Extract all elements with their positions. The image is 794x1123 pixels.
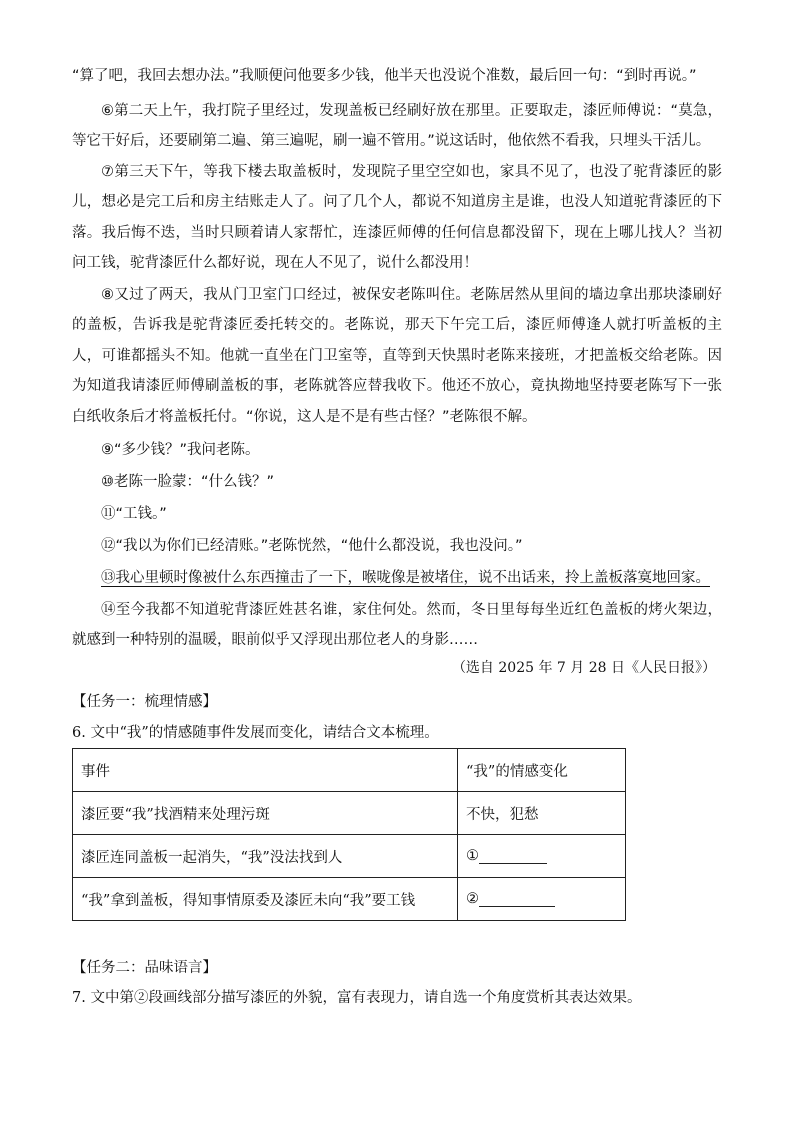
table-header-cell: 事件	[73, 749, 458, 792]
table-cell-emotion	[458, 835, 626, 878]
table-cell-event: “我”拿到盖板，得知事情原委及漆匠未向“我”要工钱	[73, 878, 458, 921]
table-header-cell: “我”的情感变化	[458, 749, 626, 792]
answer-blank[interactable]	[479, 892, 555, 907]
task1-heading: 【任务一：梳理情感】	[72, 694, 217, 710]
story-paragraph-14: ⑭至今我都不知道驼背漆匠姓甚名谁，家住何处。然而，冬日里每每坐近红色盖板的烤火架边，就感到一种特别的温暖，眼前似乎又浮现出那位老人的身影……	[72, 602, 722, 649]
table-row	[73, 792, 626, 835]
table-header-row	[73, 749, 626, 792]
underlined-sentence: ⑬我心里顿时像被什么东西撞击了一下，喉咙像是被堵住，说不出话来，拎上盖板落寞地回家。	[101, 570, 710, 586]
story-paragraph-9: ⑨“多少钱？”我问老陈。	[101, 442, 260, 458]
answer-blank[interactable]	[479, 849, 547, 864]
table-cell-emotion	[458, 878, 626, 921]
table-cell-event: 漆匠要“我”找酒精来处理污斑	[73, 792, 458, 835]
table-cell-emotion: 不快，犯愁	[458, 792, 626, 835]
story-paragraph-8: ⑧又过了两天，我从门卫室门口经过，被保安老陈叫住。老陈居然从里间的墙边拿出那块漆刷好的盖板，告诉我是驼背漆匠委托转交的。老陈说，那天下午完工后，漆匠师傅逢人就打听盖板的主人，可谁都摇头不知。他就一直坐在门卫室等，直等到天快黑时老陈来接班，才把盖板交给老陈。因为知道我请漆匠师傅刷盖板的事，老陈就答应替我收下。他还不放心，竟执拗地坚持要老陈写下一张白纸收条后才将盖板托付。“你说，这人是不是有些古怪？”老陈很不解。	[72, 287, 722, 425]
story-paragraph-0: “算了吧，我回去想办法。”我顺便问他要多少钱，他半天也没说个准数，最后回一句：“到时再说。”	[72, 68, 697, 84]
emotion-table	[72, 748, 626, 921]
story-paragraph-12: ⑫“我以为你们已经清账。”老陈恍然，“他什么都没说，我也没问。”	[101, 538, 523, 554]
story-paragraph-10: ⑩老陈一脸蒙：“什么钱？”	[101, 474, 275, 490]
story-paragraph-6: ⑥第二天上午，我打院子里经过，发现盖板已经刷好放在那里。正要取走，漆匠师傅说：“莫急，等它干好后，还要刷第二遍、第三遍呢，刷一遍不管用。”说这话时，他依然不看我，只埋头干活儿。	[72, 103, 722, 150]
blank-marker: ①	[466, 848, 479, 864]
table-row	[73, 835, 626, 878]
task2-heading: 【任务二：品味语言】	[72, 960, 217, 976]
story-paragraph-11: ⑪“工钱。”	[101, 506, 167, 522]
source-citation: （选自 2025 年 7 月 28 日《人民日报》）	[451, 660, 716, 676]
blank-marker: ②	[466, 891, 479, 907]
story-paragraph-7: ⑦第三天下午，等我下楼去取盖板时，发现院子里空空如也，家具不见了，也没了驼背漆匠的影儿，想必是完工后和房主结账走人了。问了几个人，都说不知道房主是谁，也没人知道驼背漆匠的下落。我后悔不迭，当时只顾着请人家帮忙，连漆匠师傅的任何信息都没留下，现在上哪儿找人？当初问工钱，驼背漆匠什么都好说，现在人不见了，说什么都没用！	[72, 164, 722, 272]
question-7: 7. 文中第②段画线部分描写漆匠的外貌，富有表现力，请自选一个角度赏析其表达效果。	[72, 990, 642, 1006]
table-cell-event: 漆匠连同盖板一起消失，“我”没法找到人	[73, 835, 458, 878]
question-6: 6. 文中“我”的情感随事件发展而变化，请结合文本梳理。	[72, 725, 439, 741]
story-paragraph-13	[72, 563, 722, 593]
table-row	[73, 878, 626, 921]
